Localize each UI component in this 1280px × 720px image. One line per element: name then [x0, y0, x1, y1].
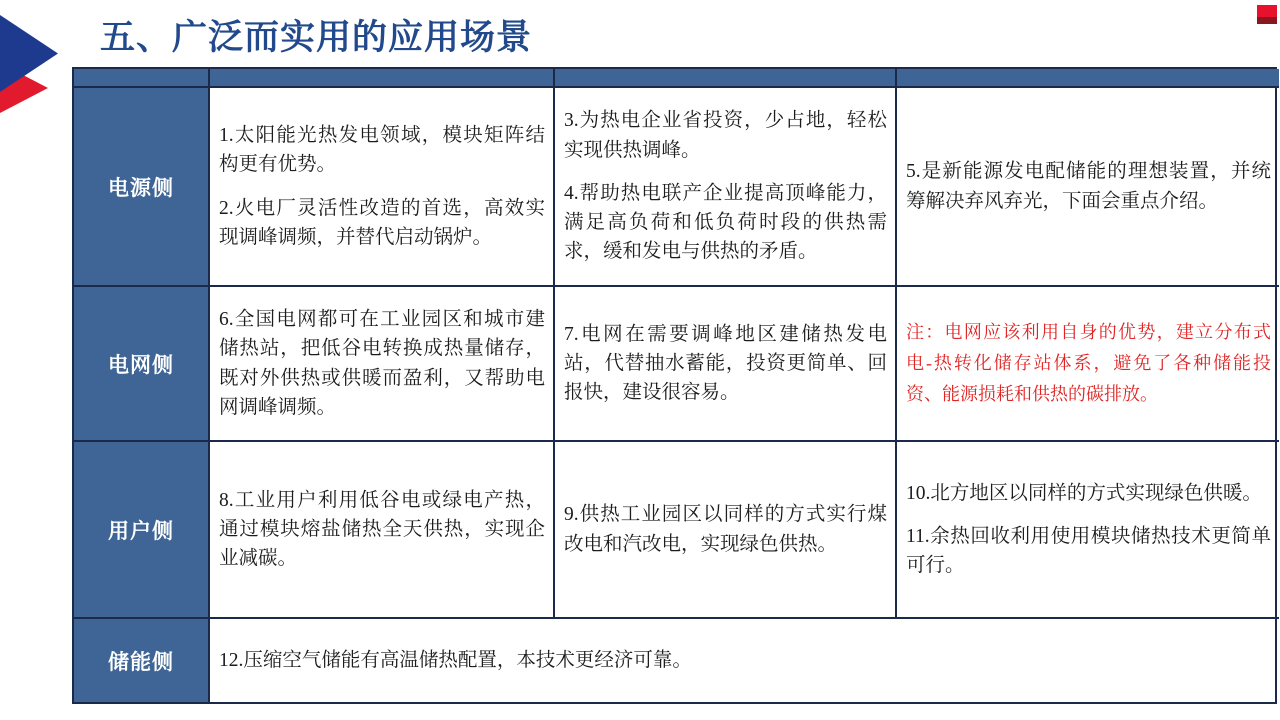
cell-storage-merged — [210, 619, 1279, 702]
cell-user-1 — [210, 442, 555, 619]
item-12: 12.压缩空气储能有高温储热配置，本技术更经济可靠。 — [219, 649, 692, 671]
item-6: 6.全国电网都可在工业园区和城市建储热站，把低谷电转换成热量储存，既对外供热或供暖而盈利，又帮助电网调峰调频。 — [219, 309, 545, 418]
table-header-cell — [74, 69, 210, 88]
table-header-cell — [210, 69, 555, 88]
item-2: 2.火电厂灵活性改造的首选，高效实现调峰调频，并替代启动锅炉。 — [219, 197, 545, 248]
cell-user-2 — [555, 442, 897, 619]
slide-title: 五、广泛而实用的应用场景 — [100, 18, 533, 57]
row-label-power-source-side: 电源侧 — [74, 88, 210, 287]
item-3: 3.为热电企业省投资，少占地，轻松实现供热调峰。 — [564, 110, 887, 161]
row-label-storage-side: 储能侧 — [74, 619, 210, 702]
cell-power-source-2 — [555, 88, 897, 287]
cell-power-source-3 — [897, 88, 1279, 287]
item-8: 8.工业用户利用低谷电或绿电产热，通过模块熔盐储热全天供热，实现企业减碳。 — [219, 489, 545, 570]
note-text: 注：电网应该利用自身的优势，建立分布式电-热转化储存站体系，避免了各种储能投资、能源损耗和供热的碳排放。 — [906, 322, 1271, 404]
company-logo — [0, 0, 80, 130]
item-10: 10.北方地区以同样的方式实现绿色供暖。 — [906, 482, 1262, 504]
table-header-cell — [897, 69, 1279, 88]
cell-grid-1 — [210, 287, 555, 442]
item-7: 7.电网在需要调峰地区建储热发电站，代替抽水蓄能，投资更简单、回报快，建设很容易。 — [564, 323, 887, 404]
item-1: 1.太阳能光热发电领域，模块矩阵结构更有优势。 — [219, 125, 545, 176]
item-5: 5.是新能源发电配储能的理想装置，并统筹解决弃风弃光，下面会重点介绍。 — [906, 161, 1271, 212]
red-corner-badge-icon — [1257, 5, 1277, 24]
cell-grid-note — [897, 287, 1279, 442]
cell-power-source-1 — [210, 88, 555, 287]
cell-grid-2 — [555, 287, 897, 442]
table-header-cell — [555, 69, 897, 88]
item-11: 11.余热回收利用使用模块储热技术更简单可行。 — [906, 525, 1271, 577]
application-scenarios-table — [72, 67, 1277, 704]
row-label-grid-side: 电网侧 — [74, 287, 210, 442]
item-9: 9.供热工业园区以同样的方式实行煤改电和汽改电，实现绿色供热。 — [564, 504, 887, 555]
item-4: 4.帮助热电联产企业提高顶峰能力，满足高负荷和低负荷时段的供热需求，缓和发电与供热的矛盾。 — [564, 182, 887, 263]
row-label-user-side: 用户侧 — [74, 442, 210, 619]
cell-user-3 — [897, 442, 1279, 619]
